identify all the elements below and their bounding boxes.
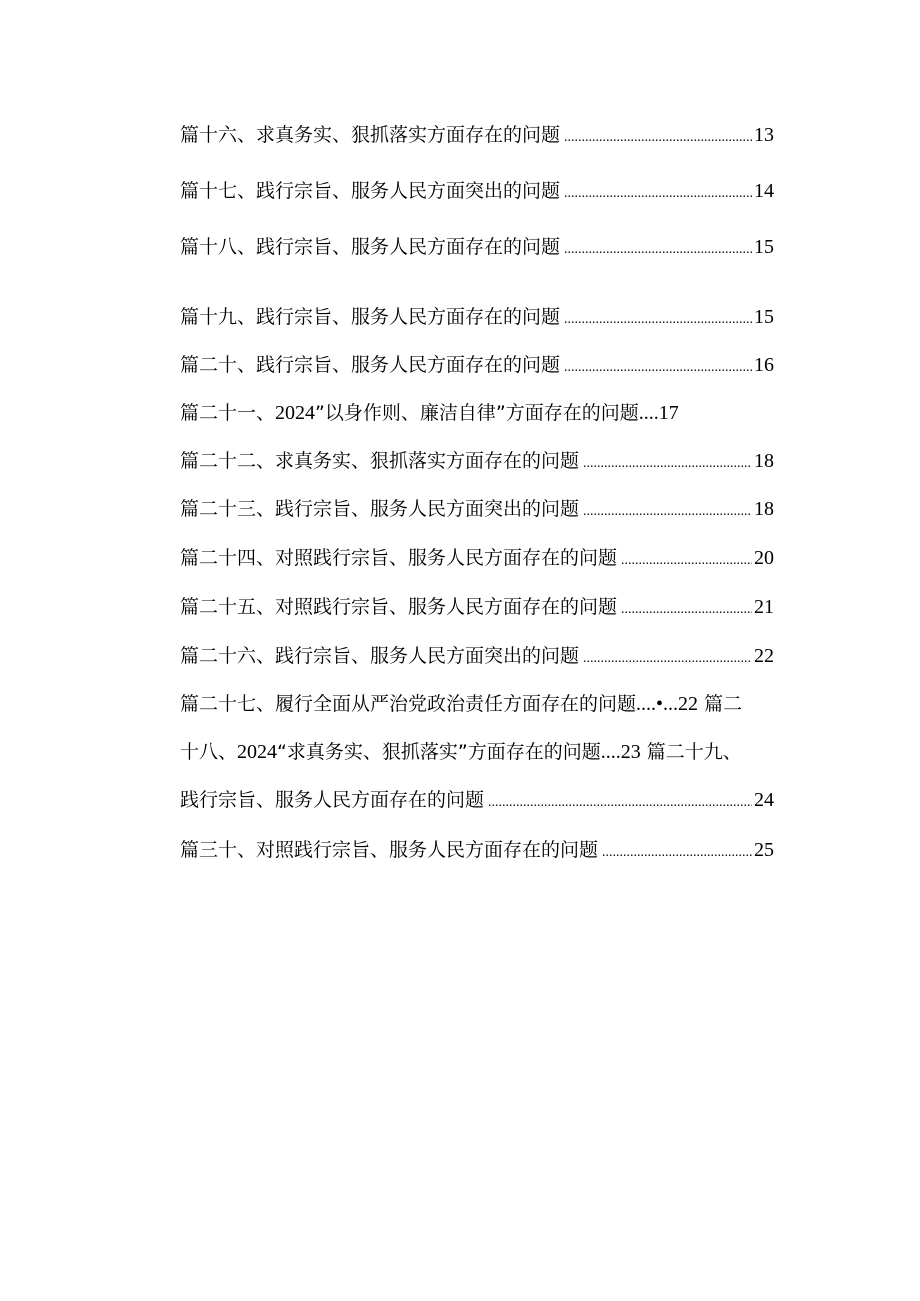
toc-entry-page: 13 bbox=[754, 124, 774, 146]
toc-entry[interactable] bbox=[180, 120, 774, 150]
toc-entry-title: 篇二十二、求真务实、狠抓落实方面存在的问题 bbox=[180, 450, 580, 472]
toc-entry-page: 14 bbox=[754, 180, 774, 202]
toc-entry[interactable] bbox=[180, 176, 774, 206]
toc-entry-page: 16 bbox=[754, 354, 774, 376]
toc-entry[interactable] bbox=[180, 641, 774, 671]
toc-entry[interactable] bbox=[180, 592, 774, 622]
toc-dot-leader bbox=[583, 449, 752, 479]
toc-entry-21[interactable] bbox=[180, 398, 679, 428]
toc-entry[interactable] bbox=[180, 835, 774, 865]
toc-entry-title: 篇十六、求真务实、狠抓落实方面存在的问题 bbox=[180, 124, 561, 146]
toc-dot-leader bbox=[583, 497, 752, 527]
toc-dot-leader bbox=[564, 353, 752, 383]
toc-entry-title: 篇二十五、对照践行宗旨、服务人民方面存在的问题 bbox=[180, 596, 618, 618]
toc-entry-page: 18 bbox=[754, 498, 774, 520]
toc-entry-title: 篇二十三、践行宗旨、服务人民方面突出的问题 bbox=[180, 498, 580, 520]
toc-entry-page: 24 bbox=[754, 789, 774, 811]
toc-entry[interactable] bbox=[180, 350, 774, 380]
toc-entry[interactable] bbox=[180, 302, 774, 332]
toc-dot-leader bbox=[602, 838, 752, 868]
toc-entry-28-page: ....23 bbox=[600, 741, 641, 763]
toc-entry-title: 篇十九、践行宗旨、服务人民方面存在的问题 bbox=[180, 306, 561, 328]
toc-entry-title: 篇二十、践行宗旨、服务人民方面存在的问题 bbox=[180, 354, 561, 376]
toc-entry-title: 篇十七、践行宗旨、服务人民方面突出的问题 bbox=[180, 180, 561, 202]
toc-dot-leader bbox=[621, 546, 752, 576]
toc-entry-page: 22 bbox=[754, 645, 774, 667]
toc-dot-leader bbox=[564, 123, 752, 153]
toc-entry-28-year: 2024 bbox=[237, 741, 278, 763]
toc-entry-28[interactable] bbox=[180, 737, 742, 767]
toc-entry-21-prefix: 篇二十一、 bbox=[180, 402, 276, 424]
toc-entry-27-page: ....•...22 bbox=[636, 693, 699, 715]
toc-dot-leader bbox=[564, 179, 752, 209]
toc-dot-leader bbox=[564, 235, 752, 265]
toc-entry-title: 篇二十四、对照践行宗旨、服务人民方面存在的问题 bbox=[180, 547, 618, 569]
toc-dot-leader bbox=[583, 644, 752, 674]
toc-entry-page: 18 bbox=[754, 450, 774, 472]
toc-entry-21-title: ”以身作则、廉洁自律”方面存在的问题 bbox=[315, 402, 639, 424]
toc-entry-title: 篇二十六、践行宗旨、服务人民方面突出的问题 bbox=[180, 645, 580, 667]
toc-entry-title: 践行宗旨、服务人民方面存在的问题 bbox=[180, 789, 485, 811]
toc-entry-page: 20 bbox=[754, 547, 774, 569]
toc-entry-page: 15 bbox=[754, 236, 774, 258]
toc-entry-title: 篇十八、践行宗旨、服务人民方面存在的问题 bbox=[180, 236, 561, 258]
toc-entry-page: 21 bbox=[754, 596, 774, 618]
toc-entry-21-page: ....17 bbox=[638, 402, 679, 424]
toc-entry-title: 篇三十、对照践行宗旨、服务人民方面存在的问题 bbox=[180, 839, 599, 861]
toc-entry[interactable] bbox=[180, 446, 774, 476]
toc-entry-29-start: 篇二十九、 bbox=[640, 741, 742, 763]
toc-entry-28-title: “求真务实、狠抓落实”方面存在的问题 bbox=[277, 741, 601, 763]
toc-entry[interactable] bbox=[180, 232, 774, 262]
toc-entry-27-title: 篇二十七、履行全面从严治党政治责任方面存在的问题 bbox=[180, 693, 637, 715]
toc-entry[interactable] bbox=[180, 785, 774, 815]
toc-entry[interactable] bbox=[180, 494, 774, 524]
toc-dot-leader bbox=[621, 595, 752, 625]
toc-entry-page: 25 bbox=[754, 839, 774, 861]
toc-entry-21-year: 2024 bbox=[275, 402, 316, 424]
toc-dot-leader bbox=[488, 788, 752, 818]
toc-entry[interactable] bbox=[180, 543, 774, 573]
toc-entry-28-start: 篇二 bbox=[698, 693, 743, 715]
toc-entry-28-prefix: 十八、 bbox=[180, 741, 238, 763]
toc-dot-leader bbox=[564, 305, 752, 335]
toc-entry-27[interactable] bbox=[180, 689, 742, 719]
toc-entry-page: 15 bbox=[754, 306, 774, 328]
